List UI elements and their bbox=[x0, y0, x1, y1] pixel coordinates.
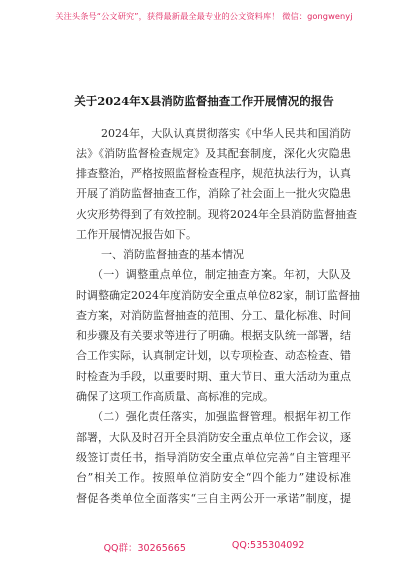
body-line-9: 时调整确定2024年度消防安全重点单位82家，制订监督抽 bbox=[76, 289, 360, 302]
body-line-5: 火灾形势得到了有效控制。现将2024年全县消防监督抽查 bbox=[76, 208, 357, 221]
body-line-10: 查方案，对消防监督抽查的范围、分工、量化标准、时间 bbox=[76, 309, 351, 322]
body-line-16: 部署，大队及时召开全县消防安全重点单位工作会议，逐 bbox=[76, 431, 351, 444]
body-line-8: （一）调整重点单位，制定抽查方案。年初，大队及 bbox=[92, 268, 351, 281]
body-line-2: 法》《消防监督检查规定》及其配套制度，深化火灾隐患 bbox=[76, 147, 351, 160]
qq-group-number: QQ群：30265665 bbox=[103, 543, 186, 554]
body-line-11: 和步骤及有关要求等进行了明确。根据支队统一部署，结 bbox=[76, 329, 351, 342]
body-line-18: 台”相关工作。按照单位消防安全“四个能力”建设标准 bbox=[76, 471, 351, 484]
body-line-3: 排查整治，严格按照监督检查程序，规范执法行为，认真 bbox=[76, 167, 351, 180]
body-line-1: 2024年，大队认真贯彻落实《中华人民共和国消防 bbox=[101, 127, 351, 140]
body-line-6: 工作开展情况报告如下。 bbox=[76, 228, 197, 241]
body-line-4: 开展了消防监督抽查工作，消除了社会面上一批火灾隐患 bbox=[76, 187, 351, 200]
document-title: 关于2024年X县消防监督抽查工作开展情况的报告 bbox=[74, 94, 334, 108]
qq-contact-number: QQ:535304092 bbox=[231, 540, 305, 551]
body-line-15: （二）强化责任落实，加强监督管理。根据年初工作 bbox=[92, 410, 351, 423]
section-heading-1: 一、消防监督抽查的基本情况 bbox=[101, 248, 244, 261]
contact-footer bbox=[0, 540, 408, 556]
body-line-17: 级签订责任书，指导消防安全重点单位完善“自主管理平 bbox=[76, 451, 351, 464]
body-line-12: 合工作实际，认真制定计划，以专项检查、动态检查、错 bbox=[76, 349, 351, 362]
body-line-14: 确保了这项工作高质量、高标准的完成。 bbox=[76, 390, 274, 403]
body-line-19: 督促各类单位全面落实“三自主两公开一承诺”制度，提 bbox=[76, 492, 351, 505]
body-line-13: 时检查为手段，以重要时期、重大节日、重大活动为重点 bbox=[76, 370, 351, 383]
promo-banner: 关注头条号“公文研究”，获得最新最全最专业的公文资料库！ 微信：gongwenyj bbox=[55, 10, 353, 21]
